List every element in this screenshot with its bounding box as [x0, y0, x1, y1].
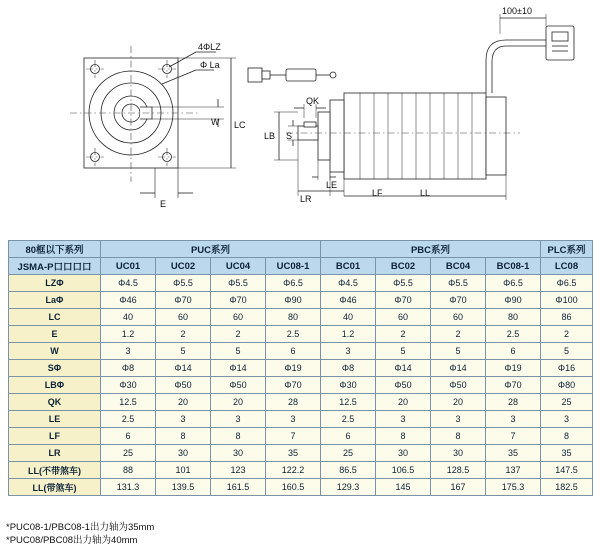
cell: Φ90	[486, 292, 541, 309]
cell: Φ100	[541, 292, 593, 309]
table-row	[9, 360, 593, 377]
table-row	[9, 462, 593, 479]
header-model-bc02: BC02	[376, 258, 431, 275]
label-lc: LC	[234, 120, 246, 130]
cell: 20	[211, 394, 266, 411]
cell: 20	[156, 394, 211, 411]
cell: Φ70	[266, 377, 321, 394]
cell: 40	[101, 309, 156, 326]
cell: 3	[266, 411, 321, 428]
cell: Φ19	[486, 360, 541, 377]
header-series-title: 80框以下系列	[9, 241, 101, 258]
cell: 3	[101, 343, 156, 360]
cell: 60	[431, 309, 486, 326]
cell: 28	[486, 394, 541, 411]
cell: 160.5	[266, 479, 321, 496]
cell: Φ46	[321, 292, 376, 309]
cell: Φ6.5	[266, 275, 321, 292]
label-4philz: 4ΦLZ	[198, 42, 221, 52]
cell: 123	[211, 462, 266, 479]
cell: 145	[376, 479, 431, 496]
cell: Φ70	[431, 292, 486, 309]
row-label: SΦ	[9, 360, 101, 377]
cell: 25	[321, 445, 376, 462]
footnotes	[6, 521, 154, 547]
table-row	[9, 377, 593, 394]
cell: 86	[541, 309, 593, 326]
label-cable-length: 100±10	[502, 6, 532, 16]
cell: Φ5.5	[431, 275, 486, 292]
cell: Φ4.5	[101, 275, 156, 292]
cell: 5	[156, 343, 211, 360]
label-phila: Φ La	[200, 60, 220, 70]
row-label: QK	[9, 394, 101, 411]
row-label: LBΦ	[9, 377, 101, 394]
header-model-uc04: UC04	[211, 258, 266, 275]
cell: 80	[486, 309, 541, 326]
cell: 60	[376, 309, 431, 326]
cell: Φ50	[156, 377, 211, 394]
table-row	[9, 326, 593, 343]
cell: 139.5	[156, 479, 211, 496]
cell: 2	[211, 326, 266, 343]
row-label: LE	[9, 411, 101, 428]
table-row	[9, 292, 593, 309]
row-label: LR	[9, 445, 101, 462]
row-label: LC	[9, 309, 101, 326]
cell: Φ50	[376, 377, 431, 394]
cell: 80	[266, 309, 321, 326]
cell: 122.2	[266, 462, 321, 479]
cell: 30	[156, 445, 211, 462]
header-model-uc01: UC01	[101, 258, 156, 275]
cell: Φ6.5	[541, 275, 593, 292]
cell: Φ70	[156, 292, 211, 309]
cell: 2.5	[321, 411, 376, 428]
label-ll: LL	[420, 188, 431, 198]
cell: Φ90	[266, 292, 321, 309]
cell: 12.5	[321, 394, 376, 411]
cell: 30	[211, 445, 266, 462]
cell: Φ70	[211, 292, 266, 309]
table-row	[9, 309, 593, 326]
cell: 60	[211, 309, 266, 326]
cell: 2	[156, 326, 211, 343]
label-s: S	[286, 131, 293, 141]
cell: Φ16	[541, 360, 593, 377]
header-model-bc01: BC01	[321, 258, 376, 275]
row-label: LL(不带煞车)	[9, 462, 101, 479]
table-header-model-row	[9, 258, 593, 275]
row-label: W	[9, 343, 101, 360]
cell: 88	[101, 462, 156, 479]
table-row	[9, 411, 593, 428]
cell: 3	[541, 411, 593, 428]
cell: 2	[376, 326, 431, 343]
cell: 3	[376, 411, 431, 428]
cell: 86.5	[321, 462, 376, 479]
cell: Φ50	[431, 377, 486, 394]
label-le: LE	[326, 180, 338, 190]
label-w: W	[211, 117, 220, 127]
cell: 30	[431, 445, 486, 462]
cell: 12.5	[101, 394, 156, 411]
cell: 106.5	[376, 462, 431, 479]
cell: 20	[431, 394, 486, 411]
label-qk: QK	[306, 96, 320, 106]
cell: Φ30	[321, 377, 376, 394]
cell: Φ70	[486, 377, 541, 394]
cell: 5	[431, 343, 486, 360]
cell: 8	[211, 428, 266, 445]
cell: Φ30	[101, 377, 156, 394]
label-e: E	[160, 199, 167, 209]
table-row	[9, 428, 593, 445]
cell: 35	[486, 445, 541, 462]
cell: 137	[486, 462, 541, 479]
cell: 3	[431, 411, 486, 428]
cell: 3	[321, 343, 376, 360]
cell: 20	[376, 394, 431, 411]
cell: 2	[541, 326, 593, 343]
cell: 2.5	[101, 411, 156, 428]
table-row	[9, 479, 593, 496]
cell: 3	[211, 411, 266, 428]
technical-drawing	[0, 0, 600, 232]
table-row	[9, 394, 593, 411]
cell: 8	[156, 428, 211, 445]
cell: 35	[266, 445, 321, 462]
header-group-pbc: PBC系列	[321, 241, 541, 258]
header-model-bc08-1: BC08-1	[486, 258, 541, 275]
header-model-code: JSMA-P口口口口	[9, 258, 101, 275]
cell: 60	[156, 309, 211, 326]
table-row	[9, 343, 593, 360]
cell: 6	[486, 343, 541, 360]
header-model-lc08: LC08	[541, 258, 593, 275]
label-lr: LR	[300, 194, 312, 204]
cell: Φ14	[376, 360, 431, 377]
cell: 35	[541, 445, 593, 462]
row-label: LL(带煞车)	[9, 479, 101, 496]
cell: Φ46	[101, 292, 156, 309]
cell: 25	[101, 445, 156, 462]
spec-table-wrap	[8, 240, 592, 496]
label-lb: LB	[264, 131, 276, 141]
cell: 1.2	[321, 326, 376, 343]
cell: 5	[376, 343, 431, 360]
cell: 30	[376, 445, 431, 462]
cell: 3	[486, 411, 541, 428]
cell: 25	[541, 394, 593, 411]
header-model-bc04: BC04	[431, 258, 486, 275]
cell: 6	[321, 428, 376, 445]
cell: 175.3	[486, 479, 541, 496]
cell: 8	[541, 428, 593, 445]
cell: 161.5	[211, 479, 266, 496]
row-label: LF	[9, 428, 101, 445]
table-row	[9, 275, 593, 292]
cell: Φ80	[541, 377, 593, 394]
cell: 8	[431, 428, 486, 445]
cell: 6	[101, 428, 156, 445]
cell: Φ5.5	[156, 275, 211, 292]
cell: Φ14	[211, 360, 266, 377]
cell: Φ6.5	[486, 275, 541, 292]
footnote-1: *PUC08-1/PBC08-1出力轴为35mm	[6, 522, 155, 533]
cell: 7	[486, 428, 541, 445]
drawing-svg	[0, 0, 600, 232]
cell: Φ50	[211, 377, 266, 394]
header-model-uc02: UC02	[156, 258, 211, 275]
cell: 8	[376, 428, 431, 445]
cell: 3	[156, 411, 211, 428]
cell: 182.5	[541, 479, 593, 496]
cell: 5	[211, 343, 266, 360]
cell: Φ14	[156, 360, 211, 377]
cell: Φ19	[266, 360, 321, 377]
header-group-puc: PUC系列	[101, 241, 321, 258]
cell: Φ70	[376, 292, 431, 309]
cell: 7	[266, 428, 321, 445]
table-row	[9, 445, 593, 462]
header-group-plc: PLC系列	[541, 241, 593, 258]
cell: 101	[156, 462, 211, 479]
row-label: E	[9, 326, 101, 343]
cell: Φ14	[431, 360, 486, 377]
cell: 2.5	[486, 326, 541, 343]
table-header-group-row	[9, 241, 593, 258]
row-label: LZΦ	[9, 275, 101, 292]
cell: 40	[321, 309, 376, 326]
header-model-uc08-1: UC08-1	[266, 258, 321, 275]
label-lf: LF	[372, 188, 383, 198]
footnote-2: *PUC08/PBC08出力轴为40mm	[6, 535, 138, 546]
cell: 28	[266, 394, 321, 411]
spec-table	[8, 240, 593, 496]
cell: Φ5.5	[211, 275, 266, 292]
cell: 1.2	[101, 326, 156, 343]
cell: 5	[541, 343, 593, 360]
cell: 6	[266, 343, 321, 360]
cell: 129.3	[321, 479, 376, 496]
cell: Φ8	[101, 360, 156, 377]
row-label: LaΦ	[9, 292, 101, 309]
cell: 2	[431, 326, 486, 343]
cell: 2.5	[266, 326, 321, 343]
cell: Φ5.5	[376, 275, 431, 292]
cell: Φ4.5	[321, 275, 376, 292]
cell: Φ8	[321, 360, 376, 377]
cell: 147.5	[541, 462, 593, 479]
cell: 128.5	[431, 462, 486, 479]
cell: 167	[431, 479, 486, 496]
cell: 131.3	[101, 479, 156, 496]
